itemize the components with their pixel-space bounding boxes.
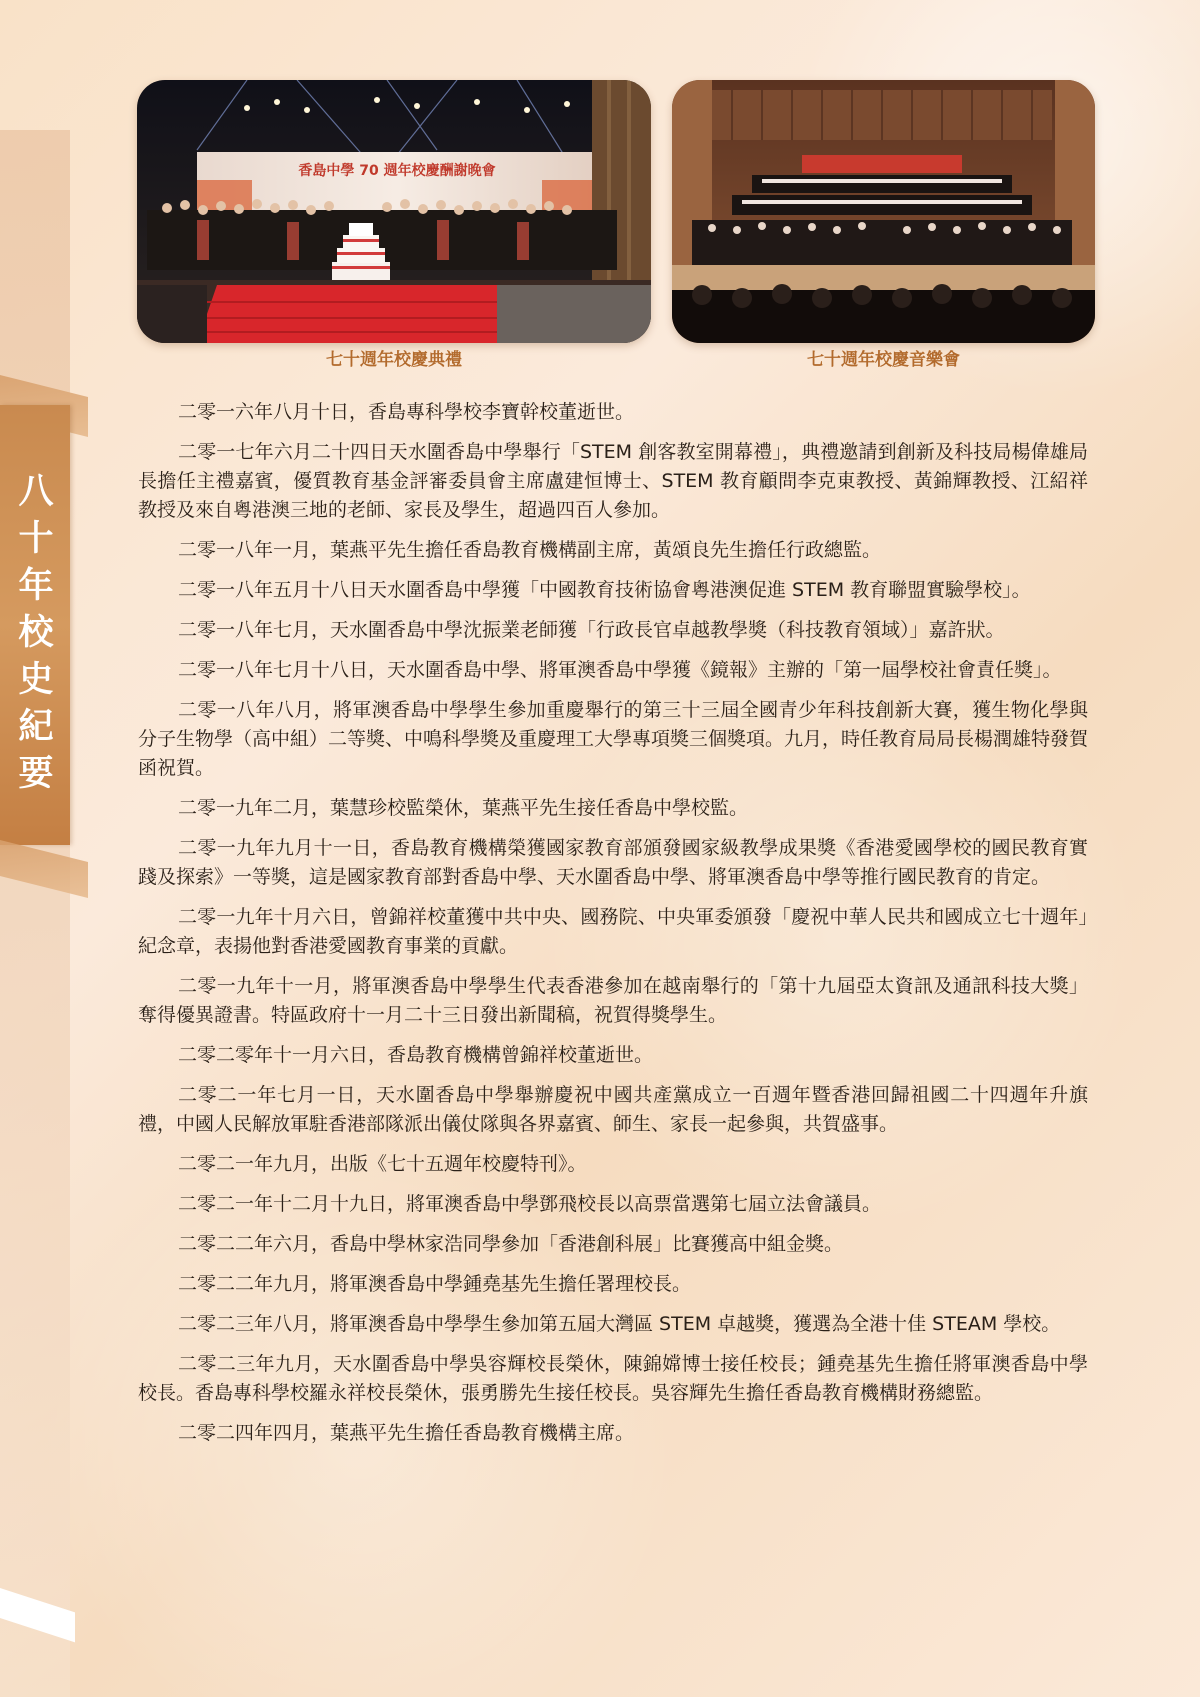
history-entry: 二零二四年四月，葉燕平先生擔任香島教育機構主席。 xyxy=(178,1422,635,1444)
side-title-char: 紀 xyxy=(18,706,54,747)
history-entry: 二零二二年六月，香島中學林家浩同學參加「香港創科展」比賽獲高中組金獎。 xyxy=(178,1233,844,1255)
history-entries xyxy=(138,398,1088,1459)
history-entry: 二零二一年七月一日，天水圍香島中學舉辦慶祝中國共產黨成立一百週年暨香港回歸祖國二十四週年升旗禮，中國人民解放軍駐香港部隊派出儀仗隊與各界嘉賓、師生、家長一起參與，共賀盛事。 xyxy=(138,1084,1088,1135)
history-entry: 二零二三年八月，將軍澳香島中學學生參加第五屆大灣區 STEM 卓越獎，獲選為全港十佳 STEAM 學校。 xyxy=(178,1313,1061,1335)
history-entry: 二零二一年十二月十九日，將軍澳香島中學鄧飛校長以高票當選第七屆立法會議員。 xyxy=(178,1193,882,1215)
history-entry: 二零一八年五月十八日天水圍香島中學獲「中國教育技術協會粵港澳促進 STEM 教育聯盟實驗學校」。 xyxy=(178,579,1031,601)
history-entry: 二零二二年九月，將軍澳香島中學鍾堯基先生擔任署理校長。 xyxy=(178,1273,692,1295)
left-decorative-strip xyxy=(0,130,70,1697)
side-section-title xyxy=(18,468,54,797)
history-entry: 二零一八年七月，天水圍香島中學沈振業老師獲「行政長官卓越教學獎（科技教育領域）」嘉許狀。 xyxy=(178,619,1005,641)
history-entry: 二零一八年一月，葉燕平先生擔任香島教育機構副主席，黃頌良先生擔任行政總監。 xyxy=(178,539,882,561)
ceremony-banner-text: 香島中學 70 週年校慶酬謝晚會 xyxy=(298,163,496,179)
history-entry: 二零一九年十月六日，曾錦祥校董獲中共中央、國務院、中央軍委頒發「慶祝中華人民共和國成立七十週年」紀念章，表揚他對香港愛國教育事業的貢獻。 xyxy=(138,906,1088,957)
history-entry: 二零一七年六月二十四日天水圍香島中學舉行「STEM 創客教室開幕禮」，典禮邀請到創新及科技局楊偉雄局長擔任主禮嘉賓，優質教育基金評審委員會主席盧建恒博士、STEM 教育顧問李克東教授、黃錦輝教授、江紹祥教授及來自粵港澳三地的老師、家長及學生，超過四百人參加。 xyxy=(138,441,1088,521)
history-entry: 二零二三年九月，天水圍香島中學吳容輝校長榮休，陳錦嫦博士接任校長；鍾堯基先生擔任將軍澳香島中學校長。香島專科學校羅永祥校長榮休，張勇勝先生接任校長。吳容輝先生擔任香島教育機構財務總監。 xyxy=(138,1353,1088,1404)
history-entry: 二零二一年九月，出版《七十五週年校慶特刊》。 xyxy=(178,1153,587,1175)
side-title-char: 八 xyxy=(18,471,54,512)
history-entry: 二零一六年八月十日，香島專科學校李寶幹校董逝世。 xyxy=(178,401,635,423)
photo-anniversary-ceremony xyxy=(137,80,651,343)
ceremony-illustration xyxy=(137,80,651,343)
history-entry: 二零一八年七月十八日，天水圍香島中學、將軍澳香島中學獲《鏡報》主辦的「第一屆學校社會責任獎」。 xyxy=(178,659,1062,681)
history-entry: 二零一八年八月，將軍澳香島中學學生參加重慶舉行的第三十三屆全國青少年科技創新大賽，獲生物化學與分子生物學（高中組）二等獎、中鳴科學獎及重慶理工大學專項獎三個獎項。九月，時任教育局局長楊潤雄特發賀函祝賀。 xyxy=(138,699,1089,779)
side-title-char: 史 xyxy=(18,659,54,700)
history-entry: 二零一九年九月十一日，香島教育機構榮獲國家教育部頒發國家級教學成果獎《香港愛國學校的國民教育實踐及探索》一等獎，這是國家教育部對香島中學、天水圍香島中學、將軍澳香島中學等推行國民教育的肯定。 xyxy=(138,837,1088,888)
side-title-char: 十 xyxy=(18,518,54,559)
concert-illustration xyxy=(672,80,1095,343)
history-entry: 二零一九年十一月，將軍澳香島中學學生代表香港參加在越南舉行的「第十九屆亞太資訊及通訊科技大獎」奪得優異證書。特區政府十一月二十三日發出新聞稿，祝賀得獎學生。 xyxy=(138,975,1088,1026)
side-title-char: 校 xyxy=(18,612,54,653)
photo-anniversary-concert xyxy=(672,80,1095,343)
side-title-char: 年 xyxy=(18,565,54,606)
history-entry: 二零一九年二月，葉慧珍校監榮休，葉燕平先生接任香島中學校監。 xyxy=(178,797,749,819)
photo-caption-ceremony: 七十週年校慶典禮 xyxy=(326,350,462,370)
history-entry: 二零二零年十一月六日，香島教育機構曾錦祥校董逝世。 xyxy=(178,1044,654,1066)
photo-caption-concert: 七十週年校慶音樂會 xyxy=(807,350,960,370)
side-title-char: 要 xyxy=(18,753,54,794)
